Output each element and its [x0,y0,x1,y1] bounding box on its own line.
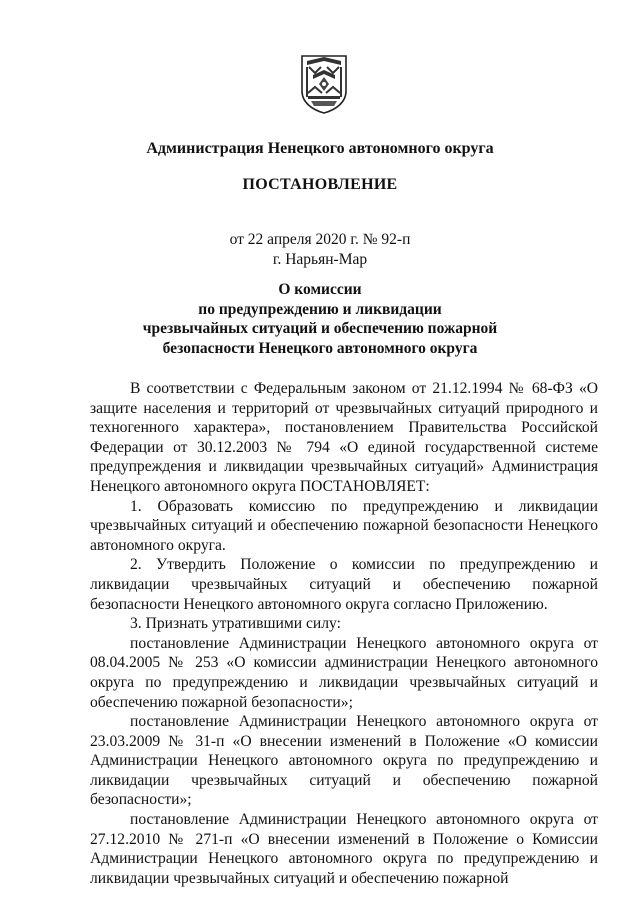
repealed-act-1: постановление Администрации Ненецкого автономного округа от 08.04.2005 № 253 «О комиссии администрации Ненецкого автономного округа по предупреждению и ликвидации чрезвычайных ситуаций и обеспечению пожарной безопасности»; [90,634,598,711]
organization-name: Администрация Ненецкого автономного округа [146,140,494,157]
preamble-paragraph: В соответствии с Федеральным законом от 21.12.1994 № 68-ФЗ «О защите населения и территорий от чрезвычайных ситуаций природного и техногенного характера», постановлением Правительства Российской Федерации от 30.12.2003 № 794 «О единой государственной системе предупреждения и ликвидации чрезвычайных ситуаций» Администрация Ненецкого автономного округа ПОСТАНОВЛЯЕТ: [90,380,598,495]
document-body [90,379,598,888]
clause-2: 2. Утвердить Положение о комиссии по предупреждению и ликвидации чрезвычайных ситуаций и обеспечению пожарной безопасности Ненецкого автономного округа согласно Приложению. [90,556,598,613]
date-number: от 22 апреля 2020 г. № 92-п [229,231,411,248]
coat-of-arms-icon [299,53,349,115]
date-block [60,230,580,270]
title-line: по предупреждению и ликвидации [198,300,442,318]
document-type: ПОСТАНОВЛЕНИЕ [242,176,398,193]
repealed-act-2: постановление Администрации Ненецкого автономного округа от 23.03.2009 № 31-п «О внесении изменений в Положение «О комиссии Администрации Ненецкого автономного округа по предупреждению и ликвидации чрезвычайных ситуаций и обеспечению пожарной безопасности»; [90,713,598,809]
clause-3: 3. Признать утратившими силу: [130,615,341,633]
repealed-act-3: постановление Администрации Ненецкого автономного округа от 27.12.2010 № 271-п «О внесении изменений в Положение о Комиссии Администрации Ненецкого автономного округа по предупреждению и ликвидации чрезвычайных ситуаций и обеспечению пожарной [90,811,598,887]
title-line: О комиссии [278,281,362,298]
title-line: чрезвычайных ситуаций и обеспечению пожарной [142,320,498,337]
title-line: безопасности Ненецкого автономного округа [162,339,478,357]
city: г. Нарьян-Мар [272,251,368,268]
clause-1: 1. Образовать комиссию по предупреждению и ликвидации чрезвычайных ситуаций и обеспечению пожарной безопасности Ненецкого автономного округа. [90,497,598,554]
document-title [60,280,580,358]
